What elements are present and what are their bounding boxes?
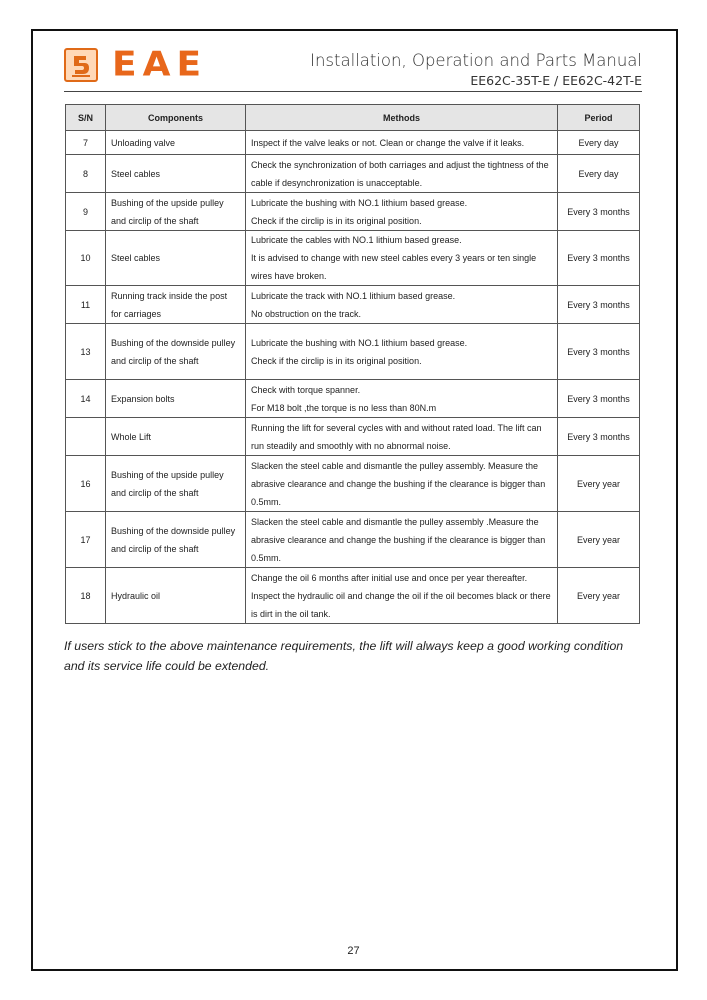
cell-period: Every year (558, 568, 640, 624)
model-numbers: EE62C-35T-E / EE62C-42T-E (470, 73, 642, 88)
cell-period: Every 3 months (558, 418, 640, 456)
manual-title: Installation, Operation and Parts Manual (310, 51, 642, 70)
maintenance-table (65, 104, 640, 624)
method-line: It is advised to change with new steel cables every 3 years or ten single wires have broken. (251, 253, 537, 281)
cell-sn: 18 (66, 568, 106, 624)
cell-methods (246, 568, 558, 624)
cell-sn: 7 (66, 131, 106, 155)
cell-methods (246, 380, 558, 418)
column-header-methods: Methods (246, 105, 558, 131)
cell-sn (66, 418, 106, 456)
cell-methods (246, 131, 558, 155)
cell-period: Every 3 months (558, 231, 640, 286)
method-line: Lubricate the cables with NO.1 lithium based grease. (251, 235, 462, 245)
cell-period: Every day (558, 155, 640, 193)
cell-methods (246, 286, 558, 324)
cell-component: Steel cables (106, 155, 246, 193)
table-header-row (66, 105, 640, 131)
method-line: Lubricate the bushing with NO.1 lithium based grease. (251, 197, 468, 208)
cell-methods (246, 155, 558, 193)
cell-component: Bushing of the downside pulley and circlip of the shaft (106, 512, 246, 568)
method-line: Change the oil 6 months after initial use and once per year thereafter. Inspect the hydraulic oil and change the oil if the oil becomes black or there is dirt in the oil tank. (251, 572, 551, 619)
table-row (66, 131, 640, 155)
method-line: Inspect if the valve leaks or not. Clean or change the valve if it leaks. (251, 137, 525, 148)
method-line: Running the lift for several cycles with and without rated load. The lift can run steadily and smoothly with no abnormal noise. (251, 422, 542, 451)
cell-period: Every 3 months (558, 286, 640, 324)
method-line: Check with torque spanner. (251, 384, 361, 395)
cell-sn: 10 (66, 231, 106, 286)
logo-text: EAE (112, 45, 208, 84)
method-line: Slacken the steel cable and dismantle the pulley assembly. Measure the abrasive clearance and change the bushing if the clearance is bigger than 0.5mm. (251, 460, 546, 507)
method-line: Check if the circlip is in its original position. (251, 215, 422, 226)
method-line: Lubricate the track with NO.1 lithium based grease. (251, 290, 456, 301)
table-row (66, 155, 640, 193)
method-line: Lubricate the bushing with NO.1 lithium based grease. (251, 337, 468, 348)
logo-mark-icon (64, 48, 98, 82)
cell-period: Every 3 months (558, 193, 640, 231)
page-header (64, 38, 642, 94)
cell-methods (246, 418, 558, 456)
cell-component: Bushing of the upside pulley and circlip of the shaft (106, 193, 246, 231)
cell-methods (246, 231, 558, 286)
cell-sn: 8 (66, 155, 106, 193)
cell-component: Running track inside the post for carriages (106, 286, 246, 324)
cell-component: Bushing of the downside pulley and circlip of the shaft (106, 324, 246, 380)
brand-logo (64, 44, 207, 85)
column-header-components: Components (106, 105, 246, 131)
cell-period: Every year (558, 512, 640, 568)
method-line: Check the synchronization of both carriages and adjust the tightness of the cable if desynchronization is unacceptable. (251, 159, 549, 188)
method-line: Slacken the steel cable and dismantle the pulley assembly .Measure the abrasive clearance and change the bushing if the clearance is bigger than 0.5mm. (251, 516, 546, 563)
cell-period: Every year (558, 456, 640, 512)
table-row (66, 193, 640, 231)
table-row (66, 286, 640, 324)
cell-period: Every 3 months (558, 324, 640, 380)
column-header-sn: S/N (66, 105, 106, 131)
page-number: 27 (347, 945, 360, 957)
cell-sn: 11 (66, 286, 106, 324)
cell-period: Every 3 months (558, 380, 640, 418)
column-header-period: Period (558, 105, 640, 131)
cell-component: Hydraulic oil (106, 568, 246, 624)
cell-component: Unloading valve (106, 131, 246, 155)
cell-methods (246, 193, 558, 231)
cell-component: Steel cables (106, 231, 246, 286)
cell-sn: 9 (66, 193, 106, 231)
cell-sn: 13 (66, 324, 106, 380)
cell-methods (246, 512, 558, 568)
method-line: Check if the circlip is in its original position. (251, 355, 422, 366)
cell-component: Bushing of the upside pulley and circlip of the shaft (106, 456, 246, 512)
cell-methods (246, 456, 558, 512)
cell-sn: 17 (66, 512, 106, 568)
maintenance-note: If users stick to the above maintenance requirements, the lift will always keep a good working condition and its service life could be extended. (64, 639, 624, 673)
table-row (66, 512, 640, 568)
table-row (66, 324, 640, 380)
cell-sn: 16 (66, 456, 106, 512)
cell-component: Expansion bolts (106, 380, 246, 418)
method-line: No obstruction on the track. (251, 308, 362, 319)
table-row (66, 380, 640, 418)
table-row (66, 231, 640, 286)
table-row (66, 418, 640, 456)
cell-sn: 14 (66, 380, 106, 418)
header-divider (64, 91, 642, 92)
table-body (66, 131, 640, 624)
table-row (66, 568, 640, 624)
cell-methods (246, 324, 558, 380)
cell-period: Every day (558, 131, 640, 155)
table-row (66, 456, 640, 512)
cell-component: Whole Lift (106, 418, 246, 456)
method-line: For M18 bolt ,the torque is no less than 80N.m (251, 402, 437, 413)
